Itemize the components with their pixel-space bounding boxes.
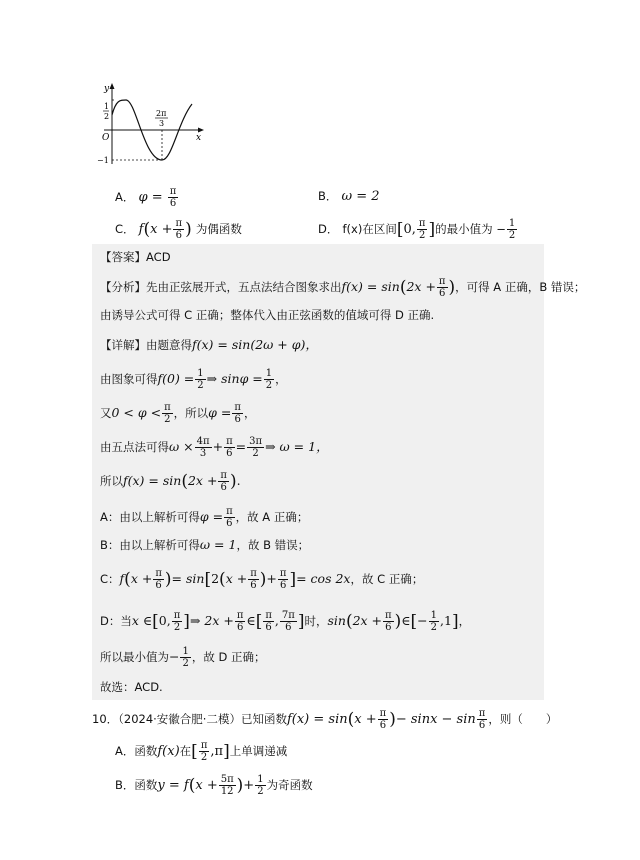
sine-graph <box>96 82 208 168</box>
y-half-num: 1 <box>104 102 110 111</box>
min-line: 所以最小值为− $\frac{1}{2}$ ，故 D 正确； <box>100 646 266 669</box>
x-axis-label: x <box>196 133 202 143</box>
y-half-den: 2 <box>104 112 110 121</box>
option-c: C． f(x + $\frac{\pi}{6}$ ) 为偶函数 <box>115 218 242 241</box>
y-neg-one: −1 <box>97 156 109 165</box>
detail-line-5: 所以f(x) = sin(2x + $\frac{\pi}{6}$ ). <box>100 470 241 493</box>
final-answer: 故选：ACD. <box>100 680 163 694</box>
option-c-arg: x + <box>150 222 173 237</box>
line-a: A：由以上解析可得φ = $\frac{\pi}{6}$ ，故 A 正确； <box>100 506 309 529</box>
y-axis-arrow <box>110 83 115 89</box>
q10-option-b: B．函数y = f(x + $\frac{5\pi}{12}$ )+ $\frac{1}{2}$ 为奇函数 <box>115 774 313 797</box>
analysis-line-1: 【分析】先由正弦展开式，五点法结合图象求出f(x) = sin(2x + $\frac{\pi}{6}$ )，可得 A 正确，B 错误； <box>100 276 586 299</box>
detail-line-3: 又0 < φ < $\frac{\pi}{2}$ ，所以φ = $\frac{\pi}{6}$ ， <box>100 402 256 425</box>
option-a-letter: A． <box>115 190 135 204</box>
option-c-post: 为偶函数 <box>195 222 242 236</box>
option-d-val-frac: $\frac{1}{2}$ <box>508 218 516 241</box>
option-c-f: f <box>138 222 144 237</box>
q10-option-a: A．函数f(x)在[ $\frac{\pi}{2}$ ,π]上单调递减 <box>115 740 288 763</box>
line-b: B：由以上解析可得ω = 1，故 B 错误； <box>100 537 310 552</box>
option-b-letter: B． <box>318 189 338 203</box>
x-mark-num: 2π <box>156 109 167 118</box>
detail-line-4: 由五点法可得ω × $\frac{4\pi}{3}$ + $\frac{\pi}{6}$ = $\frac{3\pi}{2}$ ⇒ ω = 1， <box>100 436 329 459</box>
line-d: D：当x ∈[0, $\frac{\pi}{2}$ ]⇒ 2x + $\frac{\pi}{6}$ ∈[ $\frac{\pi}{6}$ , $\frac{7\pi}{6}$ ]时，sin(2x + $\frac{\pi}{6}$ )∈[− $\frac{1}{2}$ ,1]， <box>100 610 471 633</box>
option-d-pre: f(x)在区间 <box>342 222 397 236</box>
option-a-lhs: φ = <box>138 190 163 205</box>
option-d-interval-frac: $\frac{\pi}{2}$ <box>418 218 426 241</box>
option-a-frac: $\frac{\pi}{6}$ <box>169 186 177 209</box>
option-c-letter: C． <box>115 222 135 236</box>
x-mark-den: 3 <box>159 119 165 128</box>
option-d-letter: D． <box>318 222 339 236</box>
option-b-text: ω = 2 <box>341 189 380 204</box>
option-c-frac: $\frac{\pi}{6}$ <box>175 218 183 241</box>
option-a <box>115 186 179 209</box>
option-d-mid: 的最小值为 − <box>435 222 506 236</box>
q10-header: 10．（2024·安徽合肥·二模）已知函数f(x) = sin(x + $\frac{\pi}{6}$ )− sinx − sin $\frac{\pi}{6}$ ，则（ ） <box>92 708 558 731</box>
option-d-interval-left: 0, <box>403 222 416 237</box>
x-axis-arrow <box>198 128 204 133</box>
line-c: C：f(x + $\frac{\pi}{6}$ )= sin[2(x + $\frac{\pi}{6}$ )+ $\frac{\pi}{6}$ ]= cos 2x，故 C 正确； <box>100 568 424 591</box>
option-d: D． f(x)在区间[0, $\frac{\pi}{2}$ ]的最小值为 − $\frac{1}{2}$ <box>318 218 516 241</box>
detail-line-2: 由图象可得f(0) = $\frac{1}{2}$ ⇒ sinφ = $\frac{1}{2}$ ， <box>100 368 287 391</box>
y-axis-label: y <box>104 84 110 94</box>
solution-box <box>92 244 586 700</box>
origin-label: O <box>102 133 110 143</box>
answer-line: 【答案】ACD <box>100 250 171 264</box>
analysis-line-2: 由诱导公式可得 C 正确；整体代入由正弦函数的值域可得 D 正确. <box>100 308 435 322</box>
option-b <box>318 186 380 207</box>
detail-line-1: 【详解】由题意得f(x) = sin(2ω + φ)， <box>100 337 318 352</box>
